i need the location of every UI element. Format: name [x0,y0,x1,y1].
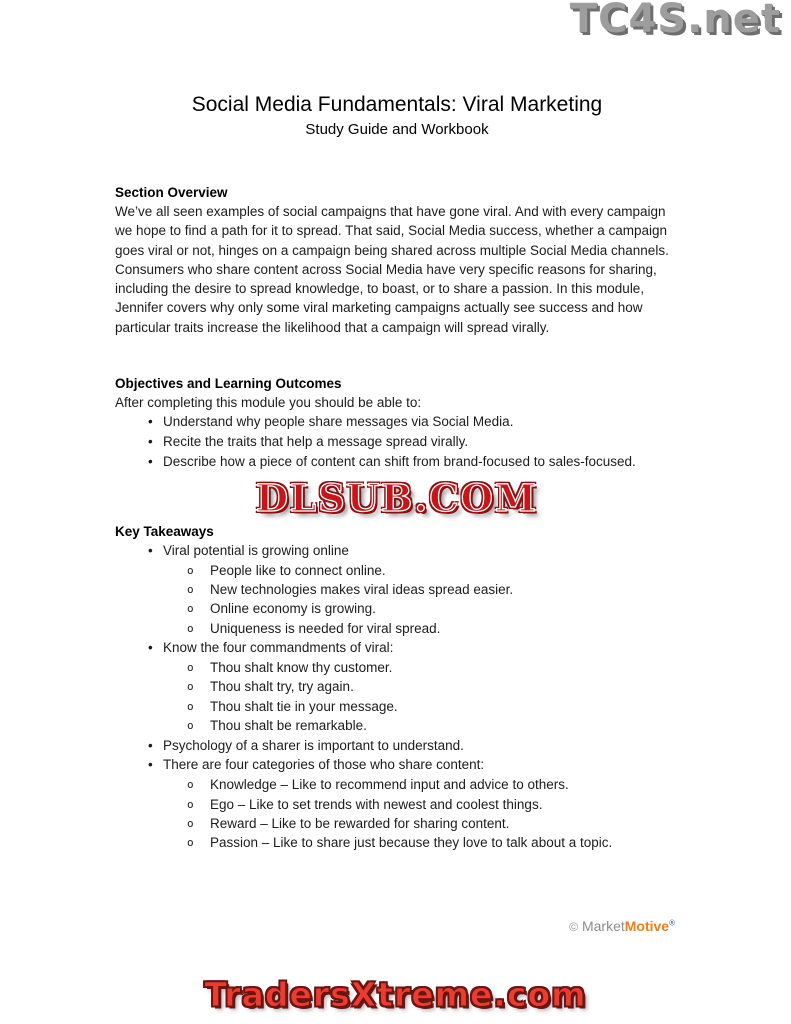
document-content [115,0,679,853]
takeaway-subitem: o Uniqueness is needed for viral spread. [115,619,679,638]
watermark-middle: DLSUB.COM [256,475,538,520]
section-overview-paragraph: We’ve all seen examples of social campaigns that have gone viral. And with every campaign we hope to find a path for it to spread. That said, Social Media success, whether a campaign goes viral or not, hinges on a campaign being shared across multiple Social Media channels. Consumers who share content across Social Media have very specific reasons for sharing, including the desire to spread knowledge, to boast, or to share a passion. In this module, Jennifer covers why only some viral marketing campaigns actually see success and how particular traits increase the likelihood that a campaign will spread virally. [115,204,669,335]
takeaway-item: • Psychology of a sharer is important to understand. [115,736,679,756]
watermark-middle-wrap [115,476,679,522]
takeaway-subitem: o People like to connect online. [115,561,679,580]
takeaway-item: • Know the four commandments of viral: [115,638,679,658]
takeaway-subitem: o Thou shalt tie in your message. [115,697,679,716]
takeaway-subitem: o Thou shalt know thy customer. [115,658,679,677]
takeaways-list [115,541,679,853]
objective-item: • Understand why people share messages via Social Media. [115,412,679,432]
objectives-list [115,412,679,471]
takeaway-item: • There are four categories of those who share content: [115,755,679,775]
takeaway-subitem: o Ego – Like to set trends with newest and coolest things. [115,795,679,814]
takeaway-subitem: o Thou shalt try, try again. [115,677,679,696]
page-title: Social Media Fundamentals: Viral Marketing [191,93,603,116]
objective-item: • Describe how a piece of content can shift from brand-focused to sales-focused. [115,452,679,472]
objective-item: • Recite the traits that help a message spread virally. [115,432,679,452]
page-subtitle: Study Guide and Workbook [305,121,489,138]
copyright-icon: © [569,920,578,934]
brand-motive-text: Motive [624,918,670,934]
brand-market-text: Market [581,918,625,934]
objectives-heading: Objectives and Learning Outcomes [115,376,342,392]
takeaway-subitem: o Thou shalt be remarkable. [115,716,679,735]
takeaway-item: • Viral potential is growing online [115,541,679,561]
section-objectives [115,374,679,472]
section-overview-heading: Section Overview [115,185,228,200]
section-overview [115,183,679,337]
takeaway-subitem: o Passion – Like to share just because they love to talk about a topic. [115,833,679,852]
takeaway-subitem: o New technologies makes viral ideas spread easier. [115,580,679,599]
watermark-bottom: TradersXtreme.com [204,975,587,1014]
marketmotive-logo [569,918,675,934]
watermark-top: TC4S.net [569,0,781,42]
objectives-intro: After completing this module you should be able to: [115,395,422,411]
takeaway-subitem: o Knowledge – Like to recommend input and advice to others. [115,775,679,794]
takeaways-heading: Key Takeaways [115,523,214,539]
section-takeaways [115,522,679,853]
registered-trademark-icon: ® [669,918,675,928]
takeaway-subitem: o Reward – Like to be rewarded for sharing content. [115,814,679,833]
takeaway-subitem: o Online economy is growing. [115,599,679,618]
